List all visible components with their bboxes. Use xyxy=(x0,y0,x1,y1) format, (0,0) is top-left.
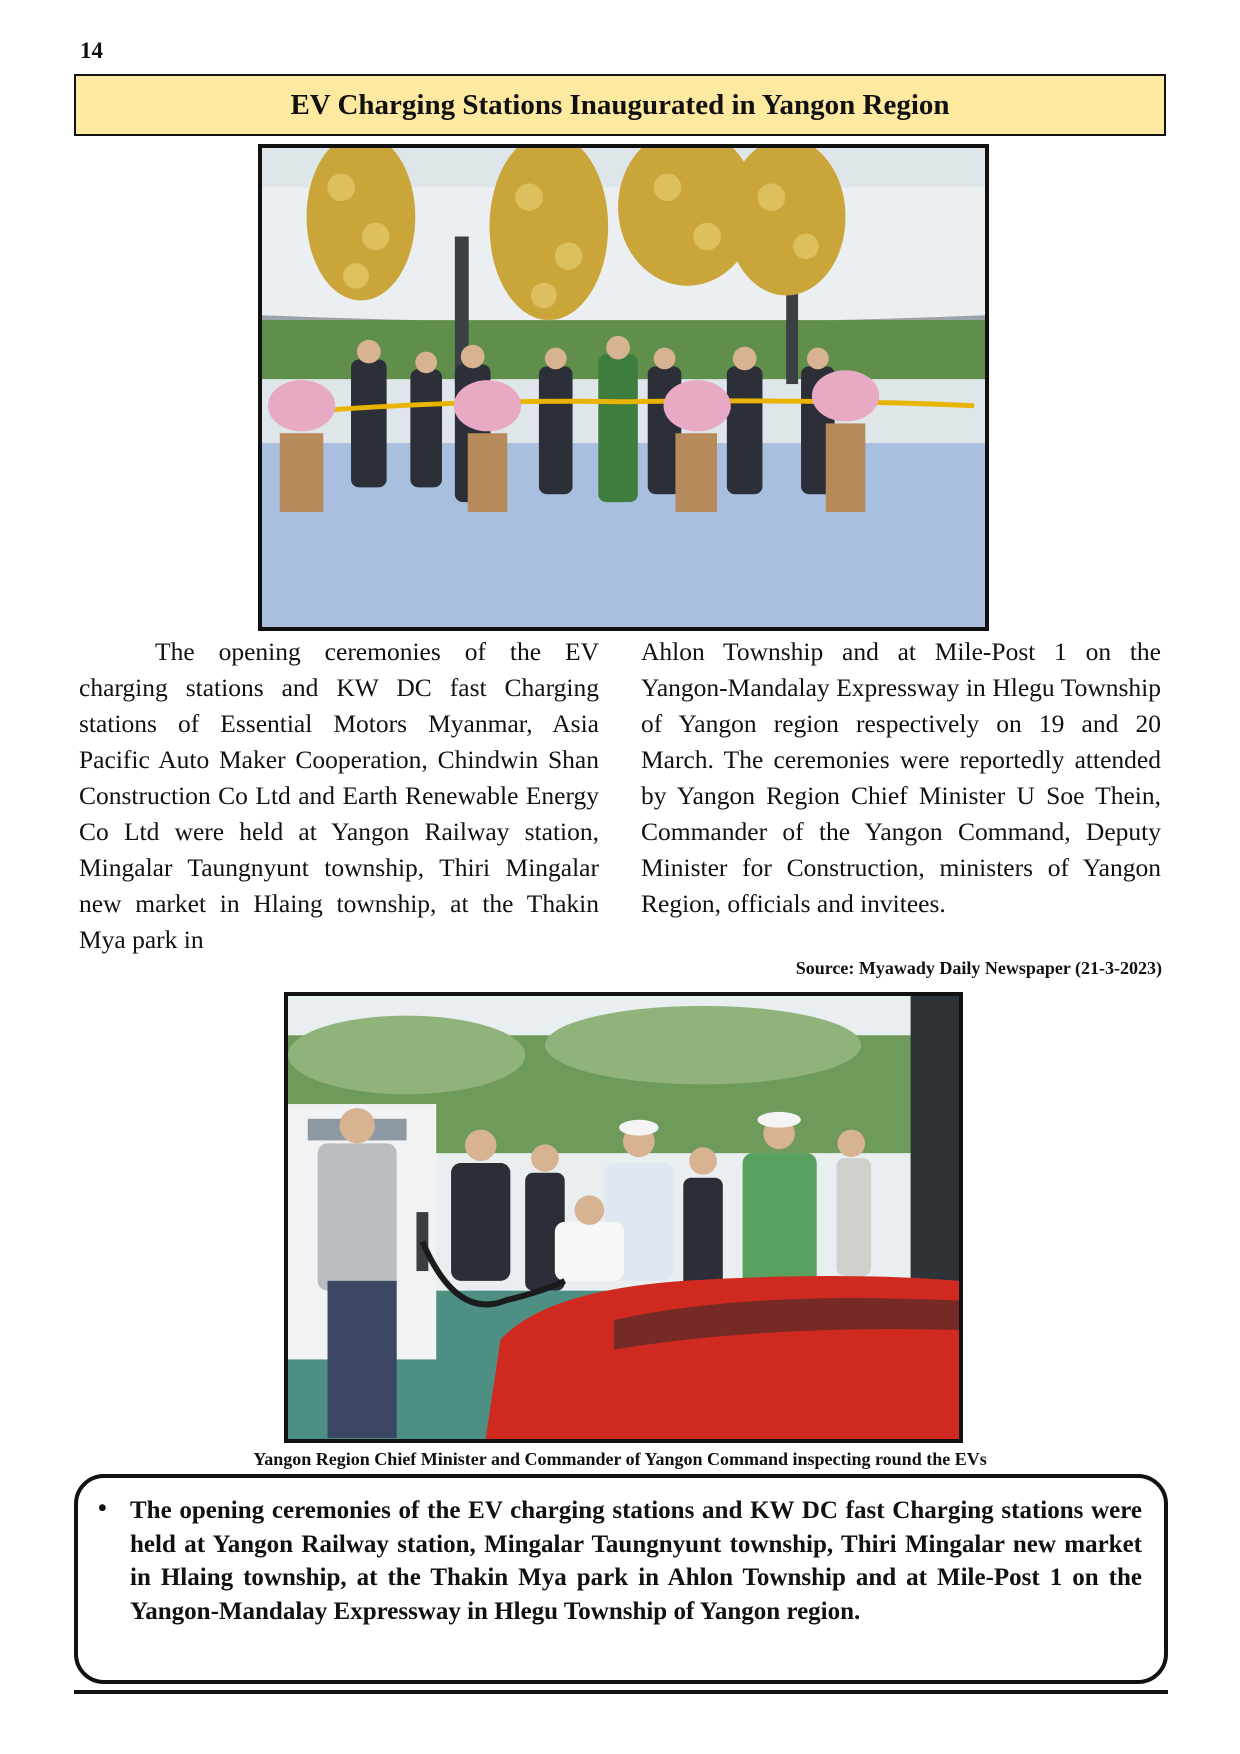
ribbon-cutting-photo xyxy=(258,144,989,631)
page-number: 14 xyxy=(80,38,103,63)
article-title-box xyxy=(74,74,1166,136)
article-paragraph-right: Ahlon Township and at Mile-Post 1 on the Yangon-Mandalay Expressway in Hlegu Township of Yangon region respectively on 19 and 20 March. The ceremonies were reportedly attended by Yangon Region Chief Minister U Soe Thein, Commander of the Yangon Command, Deputy Minister for Construction, ministers of Yangon Region, officials and invitees. xyxy=(641,637,1161,918)
bottom-rule xyxy=(74,1690,1168,1694)
ribbon-cutting-photo-icon xyxy=(262,148,985,627)
article-title: EV Charging Stations Inaugurated in Yangon Region xyxy=(290,88,950,121)
article-paragraph-left: The opening ceremonies of the EV charging stations and KW DC fast Charging stations of Essential Motors Myanmar, Asia Pacific Auto Maker Cooperation, Chindwin Shan Construction Co Ltd and Earth Renewable Energy Co Ltd were held at Yangon Railway station, Mingalar Taungnyunt township, Thiri Mingalar new market in Hlaing township, at the Thakin Mya park in xyxy=(79,637,599,954)
article-column-right xyxy=(641,634,1161,922)
summary-list xyxy=(98,1494,1142,1628)
summary-item xyxy=(98,1494,1142,1628)
article-column-left xyxy=(79,634,599,958)
summary-box xyxy=(74,1474,1168,1684)
summary-text: The opening ceremonies of the EV charging stations and KW DC fast Charging stations were held at Yangon Railway station, Mingalar Taungnyunt township, Thiri Mingalar new market in Hlaing township, at the Thakin Mya park in Ahlon Township and at Mile-Post 1 on the Yangon-Mandalay Expressway in Hlegu Township of Yangon region. xyxy=(130,1497,1142,1625)
ev-charging-inspection-photo xyxy=(284,992,963,1443)
ev-charging-inspection-photo-icon xyxy=(288,996,959,1439)
photo-caption: Yangon Region Chief Minister and Commander of Yangon Command inspecting round the EVs xyxy=(253,1449,987,1469)
bullet-icon: • xyxy=(98,1495,107,1522)
article-body xyxy=(79,634,1161,954)
article-source: Source: Myawady Daily Newspaper (21-3-2023) xyxy=(795,958,1162,978)
